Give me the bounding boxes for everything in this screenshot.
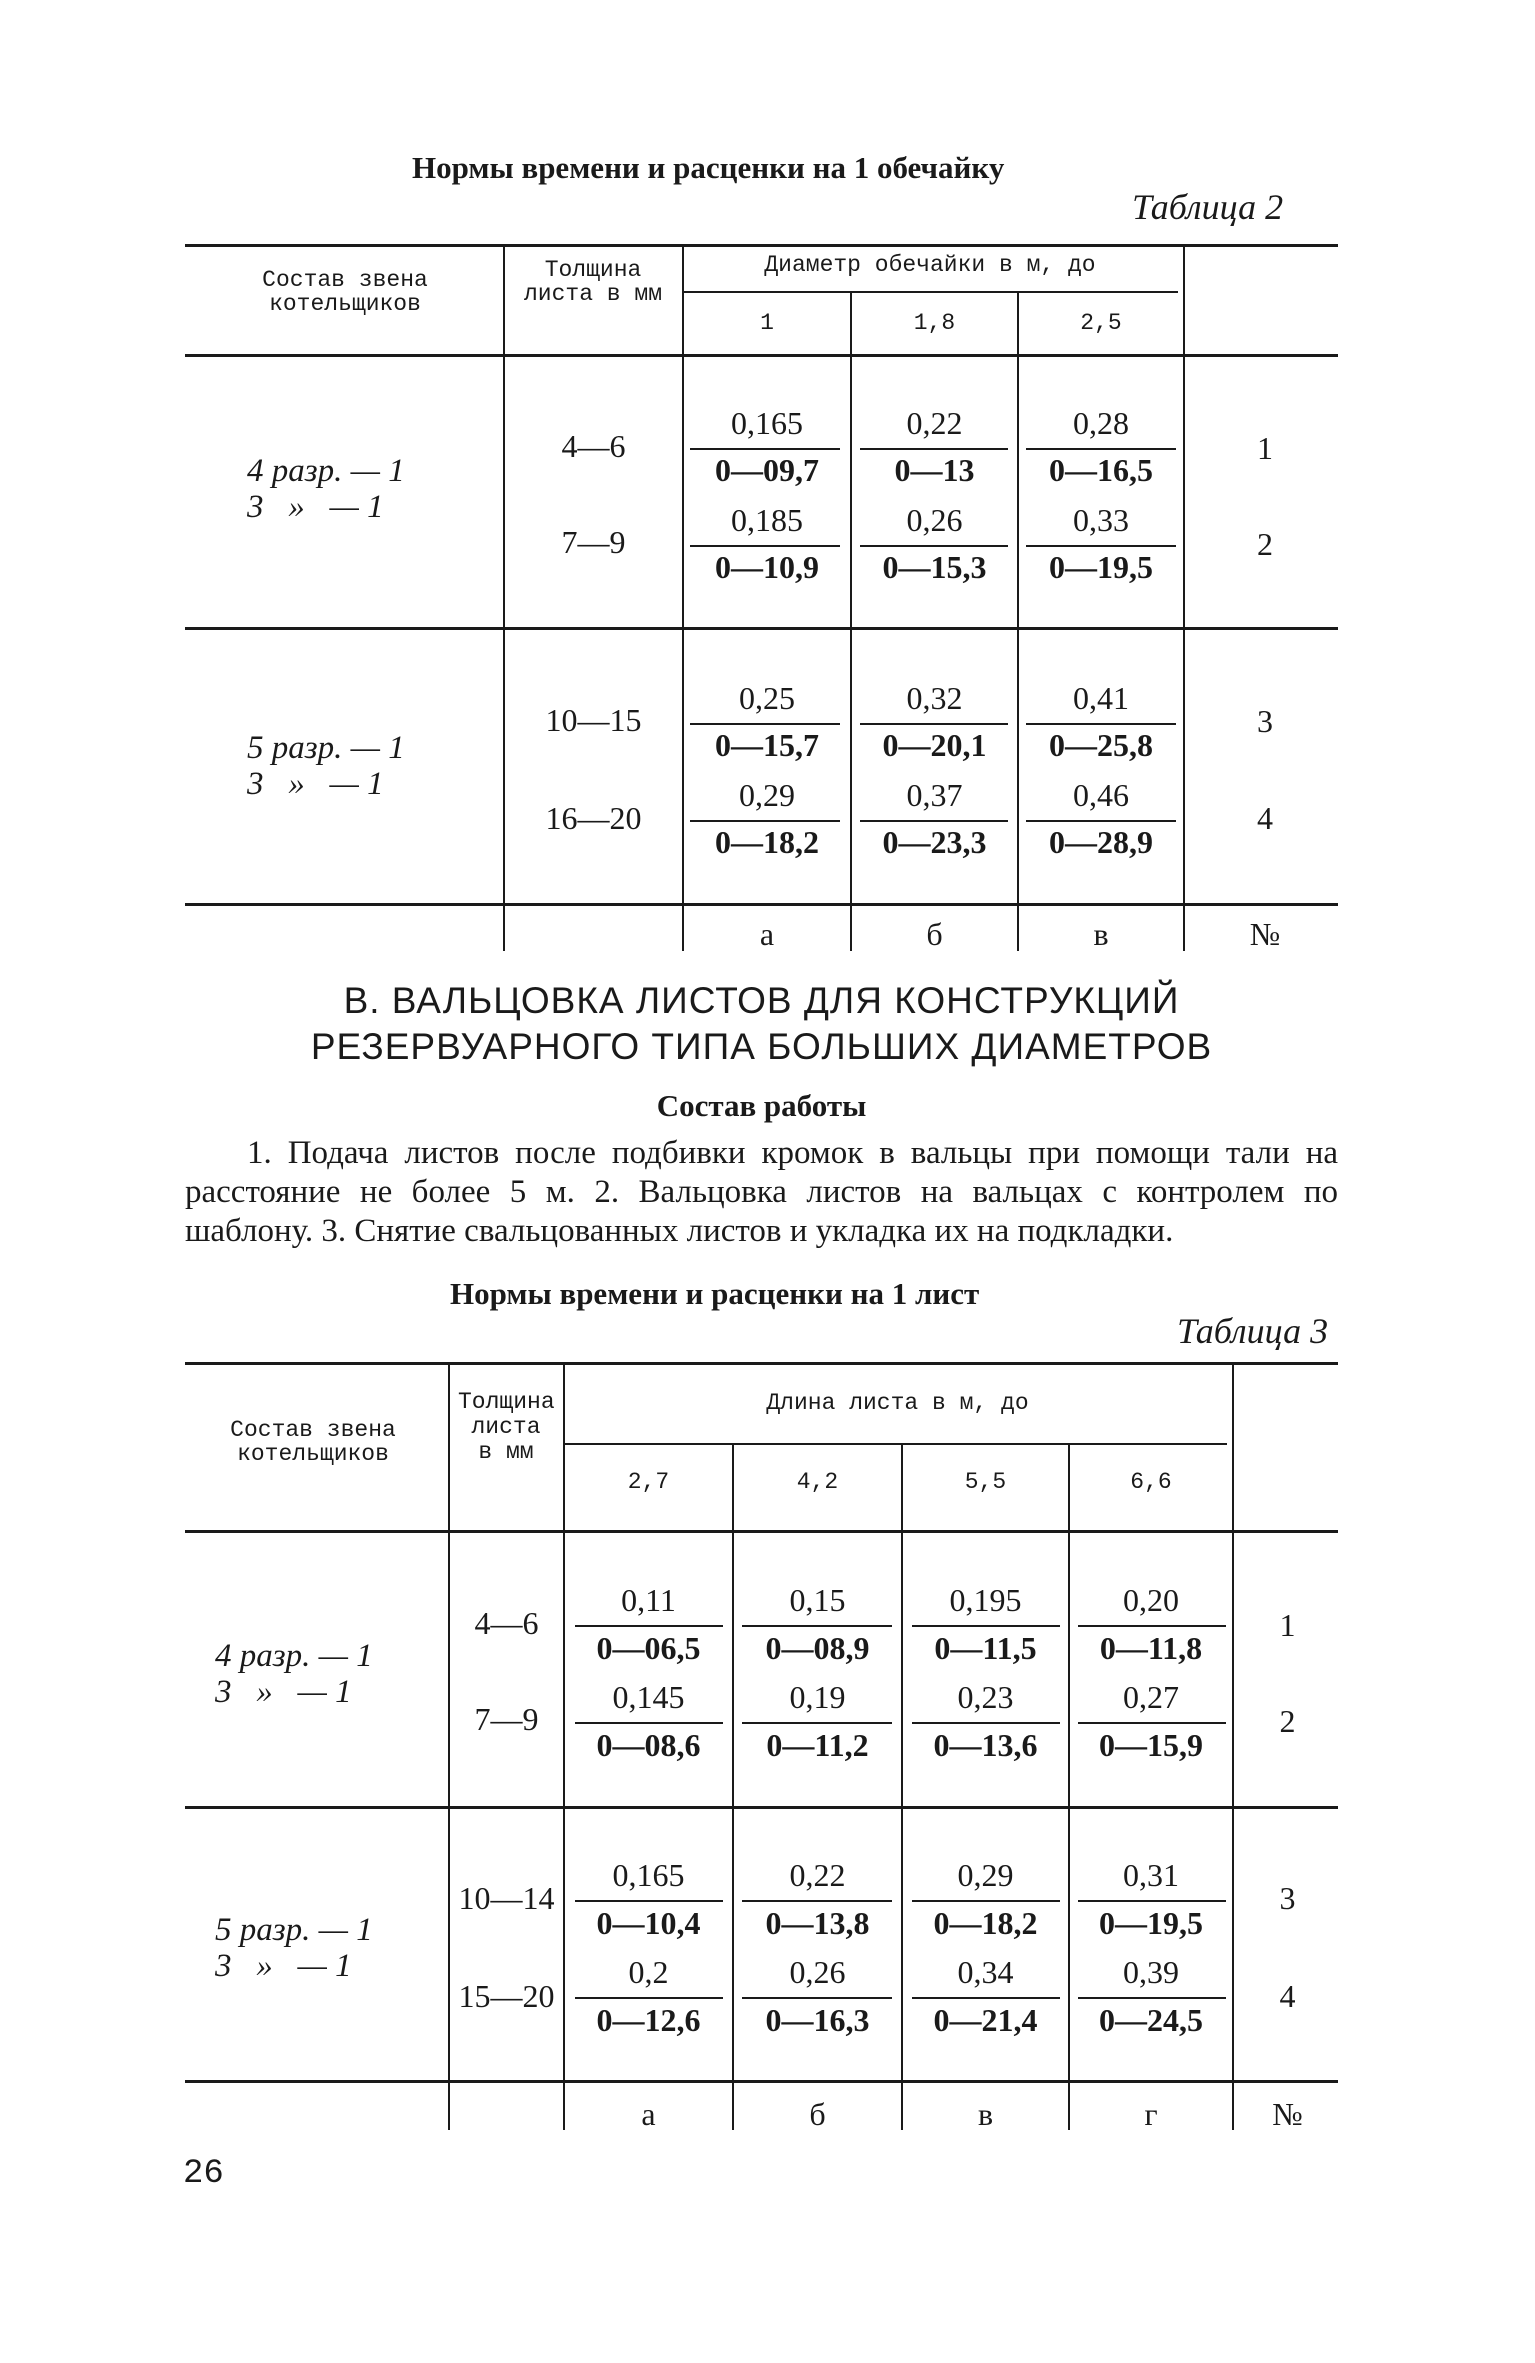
- table3-norm: 0,26: [789, 1954, 846, 1990]
- table2-norm: 0,26: [906, 502, 963, 538]
- table2-footer-v: в: [1093, 916, 1109, 952]
- table3-row-number: 3: [1279, 1880, 1296, 1916]
- table3-header-l3: 5,5: [964, 1469, 1007, 1495]
- table2-footer-b: б: [926, 916, 943, 952]
- table3-norm: 0,27: [1123, 1679, 1179, 1715]
- table2-header-d2: 1,8: [913, 310, 956, 336]
- table3-norm: 0,20: [1123, 1582, 1179, 1618]
- table2-norm: 0,28: [1073, 405, 1129, 441]
- table3-rate: 0—13,6: [933, 1727, 1038, 1763]
- table3-norm: 0,31: [1123, 1857, 1179, 1893]
- table2-header-crew: Состав звена котельщиков: [262, 267, 428, 317]
- table3-header-l1: 2,7: [627, 1469, 670, 1495]
- table2-header-d3: 2,5: [1080, 310, 1122, 336]
- table2-rate: 0—15,7: [715, 727, 819, 763]
- table2-thickness-2: 7—9: [561, 524, 626, 560]
- table2-row-number: 1: [1257, 430, 1273, 466]
- table2-rate: 0—16,5: [1049, 452, 1153, 488]
- table3-norm: 0,165: [612, 1857, 685, 1893]
- table3-rate: 0—10,4: [596, 1905, 701, 1941]
- table3-row-number: 2: [1279, 1703, 1296, 1739]
- table2-header-diameter: Диаметр обечайки в м, до: [764, 252, 1096, 278]
- table3-heading: Нормы времени и расценки на 1 лист: [450, 1276, 980, 1311]
- table3-rate: 0—11,5: [934, 1630, 1037, 1666]
- table3-rate: 0—12,6: [596, 2002, 701, 2038]
- table2-norm: 0,41: [1073, 680, 1129, 716]
- table2-norm: 0,185: [731, 502, 803, 538]
- table2-header-thickness: Толщина листа в мм: [523, 257, 663, 307]
- table2-rate: 0—13: [894, 452, 975, 488]
- table2-norm: 0,165: [731, 405, 803, 441]
- table2-header-d1: 1: [760, 310, 774, 336]
- table2-rate: 0—15,3: [882, 549, 987, 585]
- table3-caption: Таблица 3: [1177, 1311, 1329, 1351]
- table3-norm: 0,15: [789, 1582, 846, 1618]
- table3-crew-group-2: 5 разр. — 1 3 » — 1: [215, 1912, 373, 1984]
- table3-header-l2: 4,2: [796, 1469, 839, 1495]
- table3-header-thickness: Толщина листа в мм: [458, 1389, 555, 1465]
- table2-norm: 0,22: [906, 405, 963, 441]
- table2-heading: Нормы времени и расценки на 1 обечайку: [412, 150, 1005, 185]
- table3-rate: 0—13,8: [765, 1905, 870, 1941]
- table2-norm: 0,37: [906, 777, 963, 813]
- table3-thickness-1: 4—6: [474, 1605, 539, 1641]
- table3-norm: 0,195: [949, 1582, 1022, 1618]
- table3-rate: 0—19,5: [1099, 1905, 1203, 1941]
- table2-rate: 0—09,7: [715, 452, 819, 488]
- table3-footer-no: №: [1272, 2096, 1303, 2132]
- table3-row-number: 1: [1279, 1607, 1296, 1643]
- table3-norm: 0,2: [628, 1954, 669, 1990]
- table2-thickness-1: 4—6: [561, 428, 626, 464]
- table3-footer-v: в: [977, 2096, 994, 2132]
- table3-footer-b: б: [809, 2096, 826, 2132]
- table2-norm: 0,32: [906, 680, 963, 716]
- table3-crew-group-1: 4 разр. — 1 3 » — 1: [215, 1638, 373, 1710]
- table3-rate: 0—16,3: [765, 2002, 870, 2038]
- table2-norm: 0,25: [739, 680, 795, 716]
- section-title-line-1: В. ВАЛЬЦОВКА ЛИСТОВ ДЛЯ КОНСТРУКЦИЙ: [343, 980, 1180, 1021]
- table2-footer-no: №: [1249, 916, 1281, 952]
- table2-rate: 0—18,2: [715, 824, 819, 860]
- section-title: [185, 978, 1338, 1070]
- table2-rate: 0—25,8: [1049, 727, 1153, 763]
- table3-rate: 0—06,5: [596, 1630, 701, 1666]
- table2-norm: 0,46: [1073, 777, 1129, 813]
- table3-row-number: 4: [1279, 1978, 1296, 2014]
- table3-thickness-2: 7—9: [474, 1701, 539, 1737]
- table2-rate: 0—10,9: [715, 549, 819, 585]
- table3-norm: 0,11: [621, 1582, 676, 1618]
- table3-norm: 0,29: [957, 1857, 1014, 1893]
- table3-rate: 0—24,5: [1099, 2002, 1203, 2038]
- table3-rate: 0—08,9: [765, 1630, 870, 1666]
- table2-thickness-3: 10—15: [545, 702, 642, 738]
- table2-caption: Таблица 2: [1132, 187, 1284, 227]
- table3-thickness-4: 15—20: [458, 1978, 555, 2014]
- table2-thickness-4: 16—20: [545, 800, 642, 836]
- table3-thickness-3: 10—14: [458, 1880, 555, 1916]
- table3-norm: 0,34: [957, 1954, 1014, 1990]
- table3-rate: 0—21,4: [933, 2002, 1038, 2038]
- table2-footer-a: а: [759, 916, 775, 952]
- table3-norm: 0,39: [1123, 1954, 1179, 1990]
- table2-crew-group-2: 5 разр. — 1 3 » — 1: [247, 730, 405, 802]
- table3-norm: 0,145: [612, 1679, 685, 1715]
- table3-rate: 0—18,2: [933, 1905, 1038, 1941]
- table2-rate: 0—23,3: [882, 824, 987, 860]
- table3-norm: 0,22: [789, 1857, 846, 1893]
- table3-header-l4: 6,6: [1130, 1469, 1172, 1495]
- table2-rate: 0—28,9: [1049, 824, 1153, 860]
- section-paragraph: 1. Подача листов после подбивки кромок в вальцы при помощи тали на расстояние не более 5 м. 2. Вальцовка листов на вальцах с контролем по шаблону. 3. Снятие свальцованных листов и укладка их на подкладки.: [185, 1135, 1338, 1249]
- table3-header-length: Длина листа в м, до: [766, 1390, 1029, 1416]
- table2-norm: 0,29: [739, 777, 795, 813]
- table3-rate: 0—08,6: [596, 1727, 701, 1763]
- table2-rate: 0—19,5: [1049, 549, 1153, 585]
- table2-row-number: 2: [1257, 526, 1273, 562]
- table2-crew-group-1: 4 разр. — 1 3 » — 1: [247, 453, 405, 525]
- table2-row-number: 4: [1257, 800, 1273, 836]
- table2-row-number: 3: [1257, 703, 1273, 739]
- table3-norm: 0,23: [957, 1679, 1014, 1715]
- table3-rate: 0—11,2: [766, 1727, 869, 1763]
- table3-header-crew: Состав звена котельщиков: [230, 1417, 396, 1467]
- table2-rate: 0—20,1: [882, 727, 987, 763]
- table3-norm: 0,19: [789, 1679, 846, 1715]
- section-title-line-2: РЕЗЕРВУАРНОГО ТИПА БОЛЬШИХ ДИАМЕТРОВ: [310, 1026, 1213, 1067]
- table2-norm: 0,33: [1073, 502, 1129, 538]
- table3-rate: 0—11,8: [1099, 1630, 1203, 1666]
- table3-footer-g: г: [1144, 2096, 1158, 2132]
- table3-rate: 0—15,9: [1099, 1727, 1203, 1763]
- section-subheading: Состав работы: [656, 1088, 867, 1123]
- page-number: 26: [183, 2155, 224, 2193]
- table3-footer-a: а: [641, 2096, 656, 2132]
